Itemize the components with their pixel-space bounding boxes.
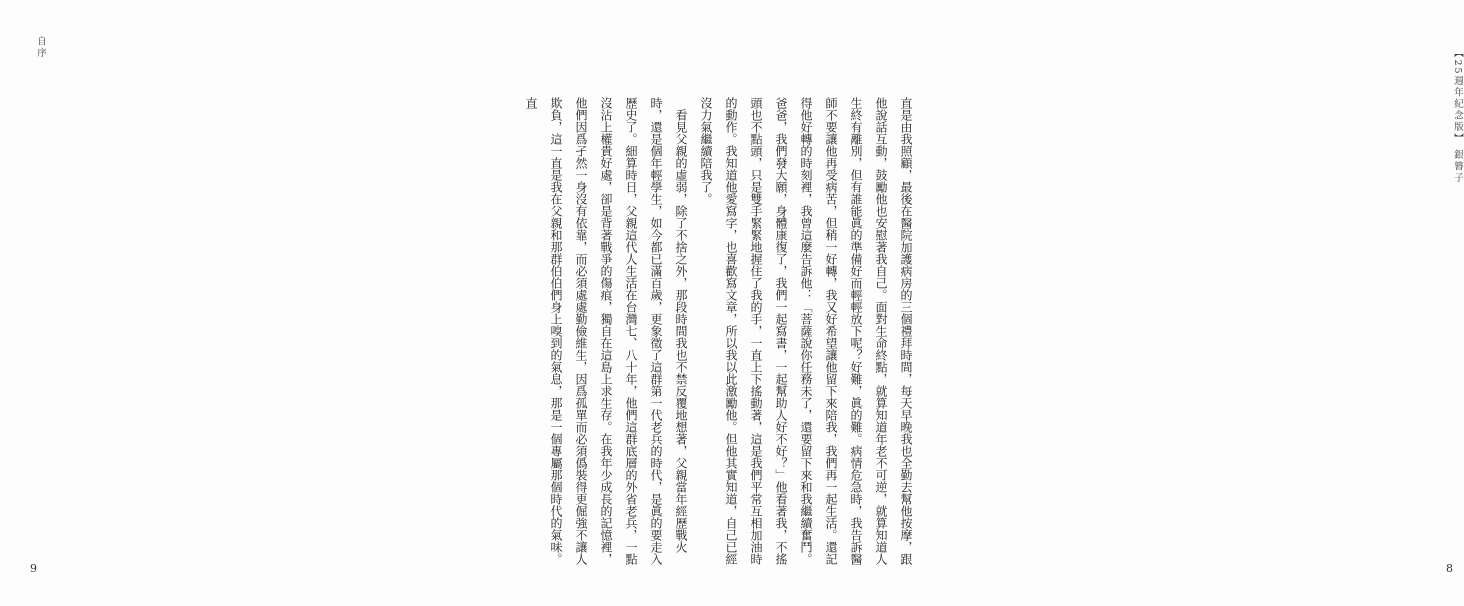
paragraph: 直是由我照顧，最後在醫院加護病房的三個禮拜時間，每天早晚我也全勤去幫他按摩，跟他說話互動，鼓勵他也安慰著我自己。面對生命終點，就算知道年老不可逆，就算知道人生終有離別，但有誰能眞的準備好而輕輕放下呢？好難，眞的難。病情危急時，我告訴醫師不要讓他再受病苦，但稍一好轉，我又好希望讓他留下來陪我，我們再一起生活。還記得他好轉的時刻裡，我曾這麼告訴他：「菩薩說你任務未了，還要留下來和我繼續奮鬥。爸爸，我們發大願，身體康復了，我們一起寫書，一起幫助人好不好？」他看著我，不搖頭也不點頭，只是雙手緊緊地握住了我的手，一直上下搖動著，這是我們平常互相加油時的動作。我知道他愛寫字，也喜歡寫文章，所以我以此激勵他。但他其實知道，自己已經沒力氣繼續陪我了。: [699, 97, 913, 565]
paragraph: 看見父親的虛弱，除了不捨之外，那段時間我也不禁反覆地想著，父親當年經歷戰火時，還是個年輕學生，如今都已滿百歲，更象徵了這群第一代老兵的時代，是眞的要走入歷史了。細算時日，父親這代人生活在台灣七、八十年，他們這群底層的外省老兵，一點沒沾上權貴好處，卻是背著戰爭的傷痕，獨自在這島上求生存。在我年少成長的記憶裡，他們因爲孑然一身沒有依靠，而必須處處勤儉維生，因爲孤單而必須僞裝得更倔強不讓人欺負，這一直是我在父親和那群伯伯們身上嗅到的氣息，那是一個專屬那個時代的氣味。直: [524, 97, 688, 565]
edition-running-head: 【25週年紀念版】 銀簪子: [1452, 48, 1463, 185]
page-right: [500, 0, 1463, 606]
preface-running-head: 自序: [35, 36, 46, 59]
page-number-right: 8: [1446, 562, 1453, 575]
page-number-left: 9: [30, 562, 37, 575]
right-page-body-text: [518, 97, 918, 567]
page-left: [0, 0, 500, 606]
